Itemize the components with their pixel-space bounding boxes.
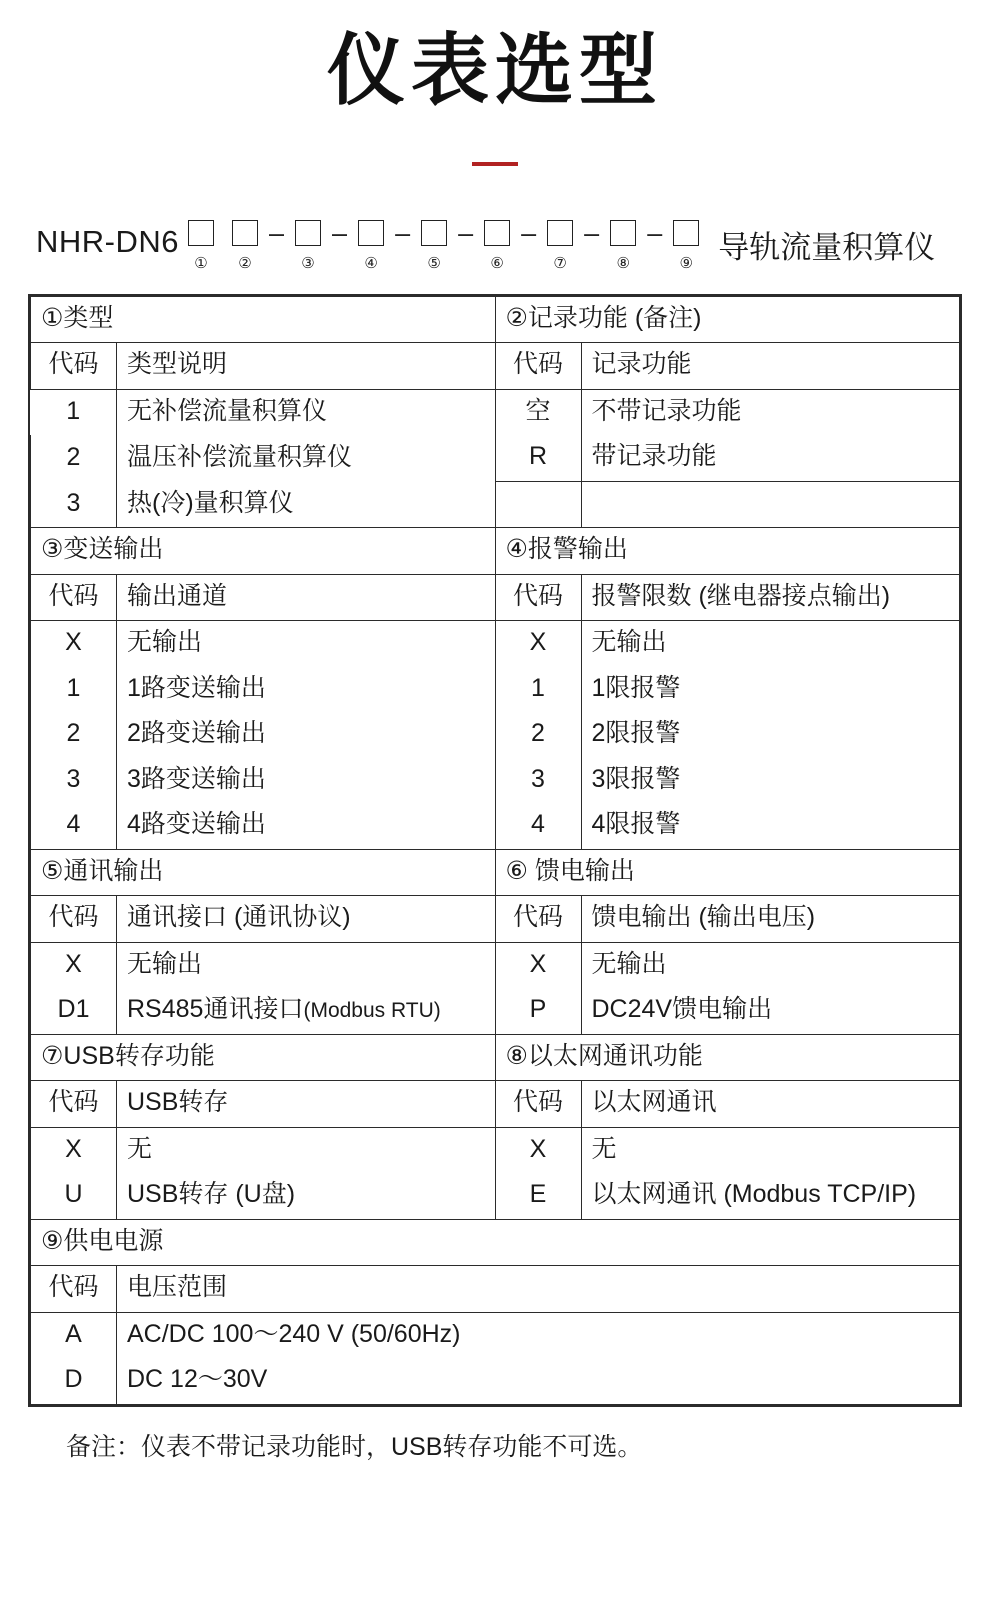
slot-number-3: ③ bbox=[301, 254, 315, 272]
table-row bbox=[31, 1081, 960, 1128]
slot-box-2 bbox=[232, 220, 258, 246]
cell-code-3-2: 1 bbox=[31, 667, 117, 713]
cell-desc-4-4: 3限报警 bbox=[581, 758, 960, 804]
slot-number-1: ① bbox=[194, 254, 208, 272]
table-row bbox=[31, 621, 960, 667]
cell-desc-3-5: 4路变送输出 bbox=[117, 803, 496, 849]
slot-number-8: ⑧ bbox=[616, 254, 630, 272]
table-row bbox=[31, 1173, 960, 1219]
col-header-code-2: 代码 bbox=[495, 343, 581, 390]
col-header-desc-8: 以太网通讯 bbox=[581, 1081, 960, 1128]
cell-desc-3-4: 3路变送输出 bbox=[117, 758, 496, 804]
slot-dash-3: – bbox=[395, 217, 411, 248]
col-header-code-4: 代码 bbox=[495, 574, 581, 621]
slot-box-7 bbox=[547, 220, 573, 246]
section-header-4: ④报警输出 bbox=[495, 528, 960, 575]
cell-desc-3-1: 无输出 bbox=[117, 621, 496, 667]
model-slot-3 bbox=[286, 220, 330, 272]
cell-code-4-2: 1 bbox=[495, 667, 581, 713]
table-row bbox=[31, 896, 960, 943]
slot-dash-5: – bbox=[521, 217, 537, 248]
table-row bbox=[31, 758, 960, 804]
cell-desc-2-1: 不带记录功能 bbox=[581, 389, 960, 435]
slot-box-3 bbox=[295, 220, 321, 246]
section-header-9: ⑨供电电源 bbox=[31, 1219, 960, 1266]
section-header-7: ⑦USB转存功能 bbox=[31, 1034, 496, 1081]
cell-desc-5-1: 无输出 bbox=[117, 942, 496, 988]
slot-number-9: ⑨ bbox=[679, 254, 693, 272]
col-header-desc-4: 报警限数 (继电器接点输出) bbox=[581, 574, 960, 621]
col-header-code-9: 代码 bbox=[31, 1266, 117, 1313]
cell-code-4-1: X bbox=[495, 621, 581, 667]
slot-box-9 bbox=[673, 220, 699, 246]
model-slot-4 bbox=[349, 220, 393, 272]
cell-code-5-1: X bbox=[31, 942, 117, 988]
cell-desc-4-5: 4限报警 bbox=[581, 803, 960, 849]
model-slot-2 bbox=[223, 220, 267, 272]
cell-desc-7-1: 无 bbox=[117, 1127, 496, 1173]
cell-code-2-1: 空 bbox=[495, 389, 581, 435]
cell-code-5-2: D1 bbox=[31, 988, 117, 1034]
cell-code-4-3: 2 bbox=[495, 712, 581, 758]
slot-number-5: ⑤ bbox=[427, 254, 441, 272]
table-row bbox=[31, 389, 960, 435]
col-header-code-7: 代码 bbox=[31, 1081, 117, 1128]
col-header-code-5: 代码 bbox=[31, 896, 117, 943]
slot-box-5 bbox=[421, 220, 447, 246]
cell-code-4-5: 4 bbox=[495, 803, 581, 849]
section-header-1: ①类型 bbox=[31, 296, 496, 343]
section-header-8: ⑧以太网通讯功能 bbox=[495, 1034, 960, 1081]
cell-desc-5-2-note: (Modbus RTU) bbox=[303, 999, 441, 1023]
cell-code-7-1: X bbox=[31, 1127, 117, 1173]
col-header-desc-6: 馈电输出 (输出电压) bbox=[581, 896, 960, 943]
cell-desc-4-1: 无输出 bbox=[581, 621, 960, 667]
cell-desc-6-2: DC24V馈电输出 bbox=[581, 988, 960, 1034]
section-header-5: ⑤通讯输出 bbox=[31, 849, 496, 896]
cell-code-4-4: 3 bbox=[495, 758, 581, 804]
cell-desc-4-2: 1限报警 bbox=[581, 667, 960, 713]
table-row bbox=[31, 988, 960, 1034]
model-slot-8 bbox=[601, 220, 645, 272]
cell-desc-1-2: 温压补偿流量积算仪 bbox=[117, 435, 496, 481]
cell-desc-2-2: 带记录功能 bbox=[581, 435, 960, 481]
col-header-code-1: 代码 bbox=[31, 343, 117, 390]
model-slot-5 bbox=[412, 220, 456, 272]
slot-dash-2: – bbox=[332, 217, 348, 248]
section-header-6: ⑥ 馈电输出 bbox=[495, 849, 960, 896]
col-header-desc-1: 类型说明 bbox=[117, 343, 496, 390]
table-row bbox=[31, 667, 960, 713]
table-row bbox=[31, 435, 960, 481]
cell-code-8-2: E bbox=[495, 1173, 581, 1219]
cell-code-7-2: U bbox=[31, 1173, 117, 1219]
table-row bbox=[31, 343, 960, 390]
cell-code-3-1: X bbox=[31, 621, 117, 667]
cell-desc-6-1: 无输出 bbox=[581, 942, 960, 988]
cell-code-6-2: P bbox=[495, 988, 581, 1034]
cell-code-9-2: D bbox=[31, 1358, 117, 1404]
cell-desc-7-2: USB转存 (U盘) bbox=[117, 1173, 496, 1219]
cell-desc-1-1: 无补偿流量积算仪 bbox=[117, 389, 496, 435]
table-row bbox=[31, 712, 960, 758]
selection-table bbox=[28, 294, 962, 1407]
slot-box-8 bbox=[610, 220, 636, 246]
model-product-name: 导轨流量积算仪 bbox=[718, 229, 936, 265]
col-header-desc-9: 电压范围 bbox=[117, 1266, 960, 1313]
footer-note: 备注：仪表不带记录功能时，USB转存功能不可选。 bbox=[66, 1432, 643, 1461]
cell-desc-8-1: 无 bbox=[581, 1127, 960, 1173]
model-slot-9 bbox=[664, 220, 708, 272]
slot-dash-1: – bbox=[269, 217, 285, 248]
cell-desc-5-2 bbox=[117, 988, 496, 1034]
col-header-code-8: 代码 bbox=[495, 1081, 581, 1128]
table-row bbox=[31, 803, 960, 849]
page-title: 仪表选型 bbox=[326, 26, 663, 114]
cell-desc-9-2: DC 12～30V bbox=[117, 1358, 960, 1404]
cell-code-6-1: X bbox=[495, 942, 581, 988]
slot-dash-4: – bbox=[458, 217, 474, 248]
cell-desc-8-2: 以太网通讯 (Modbus TCP/IP) bbox=[581, 1173, 960, 1219]
cell-code-2-2: R bbox=[495, 435, 581, 481]
slot-number-7: ⑦ bbox=[553, 254, 567, 272]
section-header-3: ③变送输出 bbox=[31, 528, 496, 575]
col-header-desc-7: USB转存 bbox=[117, 1081, 496, 1128]
cell-code-1-2: 2 bbox=[31, 435, 117, 481]
table-row bbox=[31, 1266, 960, 1313]
cell-desc-5-2-main: RS485通讯接口 bbox=[127, 995, 304, 1024]
table-row bbox=[31, 528, 960, 575]
model-slot-7 bbox=[538, 220, 582, 272]
table-row bbox=[31, 574, 960, 621]
slot-box-4 bbox=[358, 220, 384, 246]
cell-desc-9-1: AC/DC 100～240 V (50/60Hz) bbox=[117, 1312, 960, 1358]
cell-code-9-1: A bbox=[31, 1312, 117, 1358]
cell-desc-1-3: 热(冷)量积算仪 bbox=[117, 481, 496, 528]
table-row bbox=[31, 296, 960, 343]
model-slot-1 bbox=[179, 220, 223, 272]
model-slots bbox=[179, 217, 708, 272]
slot-dash-7: – bbox=[647, 217, 663, 248]
table-row bbox=[31, 1358, 960, 1404]
section-header-2: ②记录功能 (备注) bbox=[495, 296, 960, 343]
col-header-desc-5: 通讯接口 (通讯协议) bbox=[117, 896, 496, 943]
slot-dash-6: – bbox=[584, 217, 600, 248]
table-row bbox=[31, 942, 960, 988]
cell-code-1-1: 1 bbox=[66, 396, 81, 425]
cell-desc-3-2: 1路变送输出 bbox=[117, 667, 496, 713]
table-row bbox=[31, 1127, 960, 1173]
cell-code-3-4: 3 bbox=[31, 758, 117, 804]
table-row bbox=[31, 1034, 960, 1081]
cell-code-8-1: X bbox=[495, 1127, 581, 1173]
model-prefix: NHR-DN6 bbox=[36, 223, 179, 259]
model-code-row bbox=[0, 217, 990, 272]
cell-code-1-3: 3 bbox=[31, 481, 117, 528]
col-header-code-3: 代码 bbox=[31, 574, 117, 621]
table-row bbox=[31, 1312, 960, 1358]
model-slot-6 bbox=[475, 220, 519, 272]
cell-code-3-5: 4 bbox=[31, 803, 117, 849]
slot-number-2: ② bbox=[238, 254, 252, 272]
cell-desc-4-3: 2限报警 bbox=[581, 712, 960, 758]
cell-desc-3-3: 2路变送输出 bbox=[117, 712, 496, 758]
slot-box-1 bbox=[188, 220, 214, 246]
col-header-code-6: 代码 bbox=[495, 896, 581, 943]
col-header-desc-2: 记录功能 bbox=[581, 343, 960, 390]
table-row bbox=[31, 849, 960, 896]
title-divider bbox=[472, 162, 518, 166]
cell-code-3-3: 2 bbox=[31, 712, 117, 758]
table-row bbox=[31, 481, 960, 528]
slot-number-6: ⑥ bbox=[490, 254, 504, 272]
slot-number-4: ④ bbox=[364, 254, 378, 272]
col-header-desc-3: 输出通道 bbox=[117, 574, 496, 621]
table-row bbox=[31, 1219, 960, 1266]
slot-box-6 bbox=[484, 220, 510, 246]
